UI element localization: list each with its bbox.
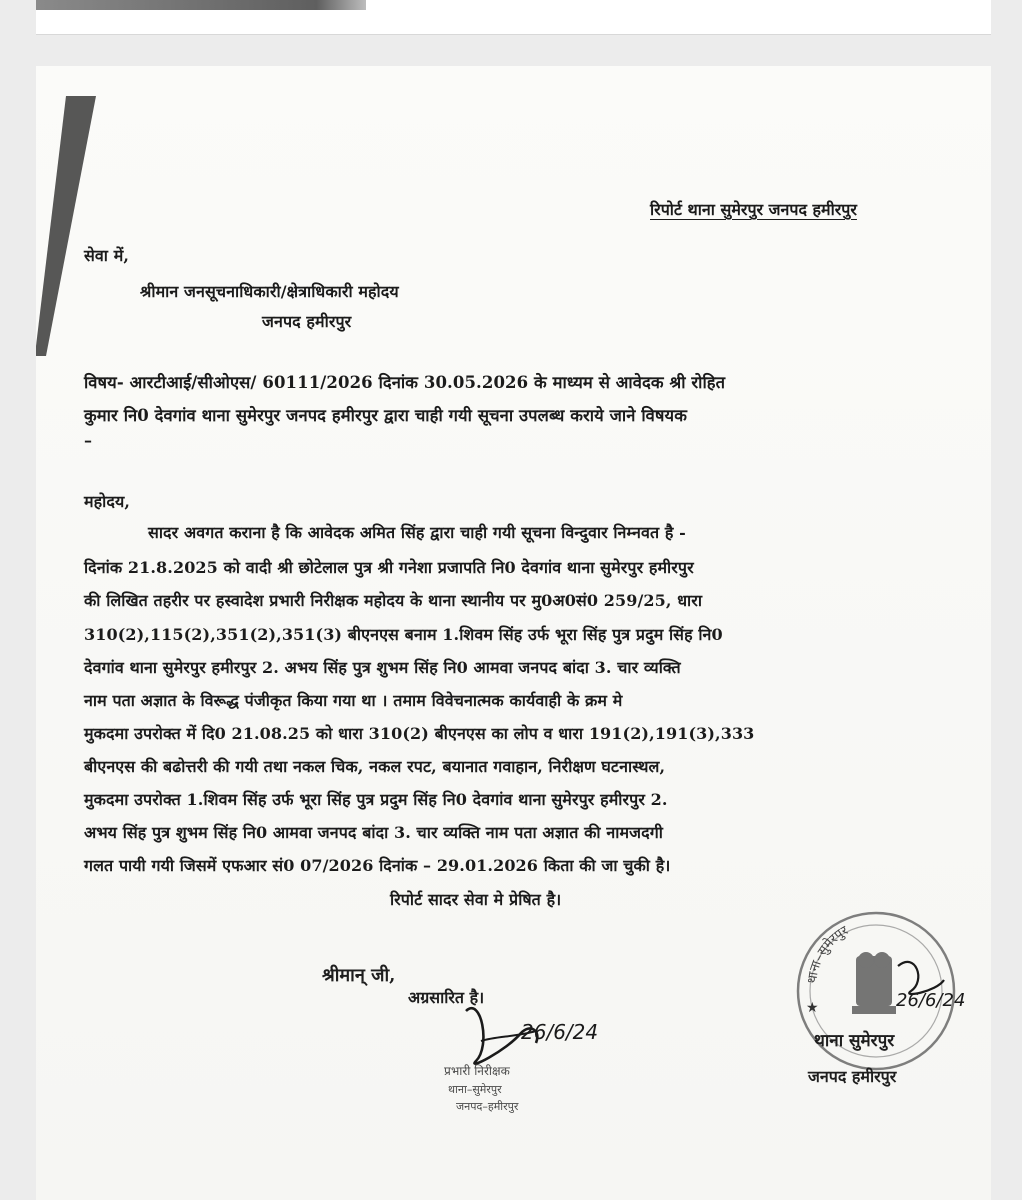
body-line: 310(2),115(2),351(2),351(3) बीएनएस बनाम 1.शिवम सिंह उर्फ भूरा सिंह पुत्र प्रदुम सिंह नि0 <box>84 625 723 644</box>
sign-left-line1: श्रीमान् जी, <box>322 965 396 986</box>
document-image-card[interactable] <box>36 66 991 1200</box>
body-line: सादर अवगत कराना है कि आवेदक अमित सिंह द्वारा चाही गयी सूचना विन्दुवार निम्नवत है - <box>148 523 686 542</box>
forwarding-signature <box>316 951 676 1121</box>
sign-left-line2: अग्रसारित है। <box>408 988 485 1007</box>
emblem-icon <box>852 952 896 1014</box>
stamp-top-text: थाना–सुमेरपुर <box>804 923 851 985</box>
previous-image-strip <box>36 0 366 10</box>
greeting: महोदय, <box>84 492 131 511</box>
addressee-line-2: जनपद हमीरपुर <box>262 312 352 331</box>
subject-line-1: विषय- आरटीआई/सीओएस/ 60111/2026 दिनांक 30.05.2026 के माध्यम से आवेदक श्री रोहित <box>84 373 726 392</box>
body-line: गलत पायी गयी जिसमें एफआर सं0 07/2026 दिनांक – 29.01.2026 किता की जा चुकी है। <box>84 856 671 875</box>
subject-dash: – <box>84 431 93 450</box>
subject-line-2: कुमार नि0 देवगांव थाना सुमेरपुर जनपद हमीरपुर द्वारा चाही गयी सूचना उपलब्ध कराये जाने विषयक <box>84 406 687 425</box>
body-line: मुकदमा उपरोक्त 1.शिवम सिंह उर्फ भूरा सिंह पुत्र प्रदुम सिंह नि0 देवगांव थाना सुमेरपुर हमीरपुर 2. <box>84 790 668 809</box>
body-line: अभय सिंह पुत्र शुभम सिंह नि0 आमवा जनपद बांदा 3. चार व्यक्ति नाम पता अज्ञात की नामजदगी <box>84 823 663 842</box>
previous-card <box>36 0 991 35</box>
stamp-date: 26/6/24 <box>896 990 966 1011</box>
addressee-line-1: श्रीमान जनसूचनाधिकारी/क्षेत्राधिकारी महोदय <box>140 282 399 301</box>
officer-title: प्रभारी निरीक्षक <box>444 1064 510 1078</box>
station-seal <box>786 896 986 1096</box>
officer-district: जनपद–हमीरपुर <box>456 1100 519 1113</box>
officer-station: थाना–सुमेरपुर <box>448 1083 502 1096</box>
body-line: बीएनएस की बढोत्तरी की गयी तथा नकल चिक, नकल रपट, बयानात गवाहान, निरीक्षण घटनास्थल, <box>84 757 666 776</box>
salutation-to: सेवा में, <box>84 246 130 265</box>
stamp-station: थाना सुमेरपुर <box>814 1031 895 1051</box>
body-line: मुकदमा उपरोक्त में दि0 21.08.25 को धारा 310(2) बीएनएस का लोप व धारा 191(2),191(3),333 <box>84 724 755 743</box>
svg-text:★: ★ <box>806 1000 819 1016</box>
body-line: की लिखित तहरीर पर हस्वादेश प्रभारी निरीक्षक महोदय के थाना स्थानीय पर मु0अ0सं0 259/25, धारा <box>84 591 703 610</box>
body-line: देवगांव थाना सुमेरपुर हमीरपुर 2. अभय सिंह पुत्र शुभम सिंह नि0 आमवा जनपद बांदा 3. चार व्यक्ति <box>84 658 681 677</box>
body-line: नाम पता अज्ञात के विरूद्ध पंजीकृत किया गया था । तमाम विवेचनात्मक कार्यवाही के क्रम मे <box>84 691 623 710</box>
closing-line: रिपोर्ट सादर सेवा मे प्रेषित है। <box>390 890 562 909</box>
svg-text:थाना–सुमेरपुर <box>805 923 852 985</box>
sign-left-date: 26/6/24 <box>521 1020 599 1044</box>
report-heading: रिपोर्ट थाना सुमेरपुर जनपद हमीरपुर <box>650 200 857 219</box>
body-line: दिनांक 21.8.2025 को वादी श्री छोटेलाल पुत्र श्री गनेशा प्रजापति नि0 देवगांव थाना सुमेरपुर हमीरपुर <box>84 558 694 577</box>
stamp-district: जनपद हमीरपुर <box>808 1067 897 1086</box>
